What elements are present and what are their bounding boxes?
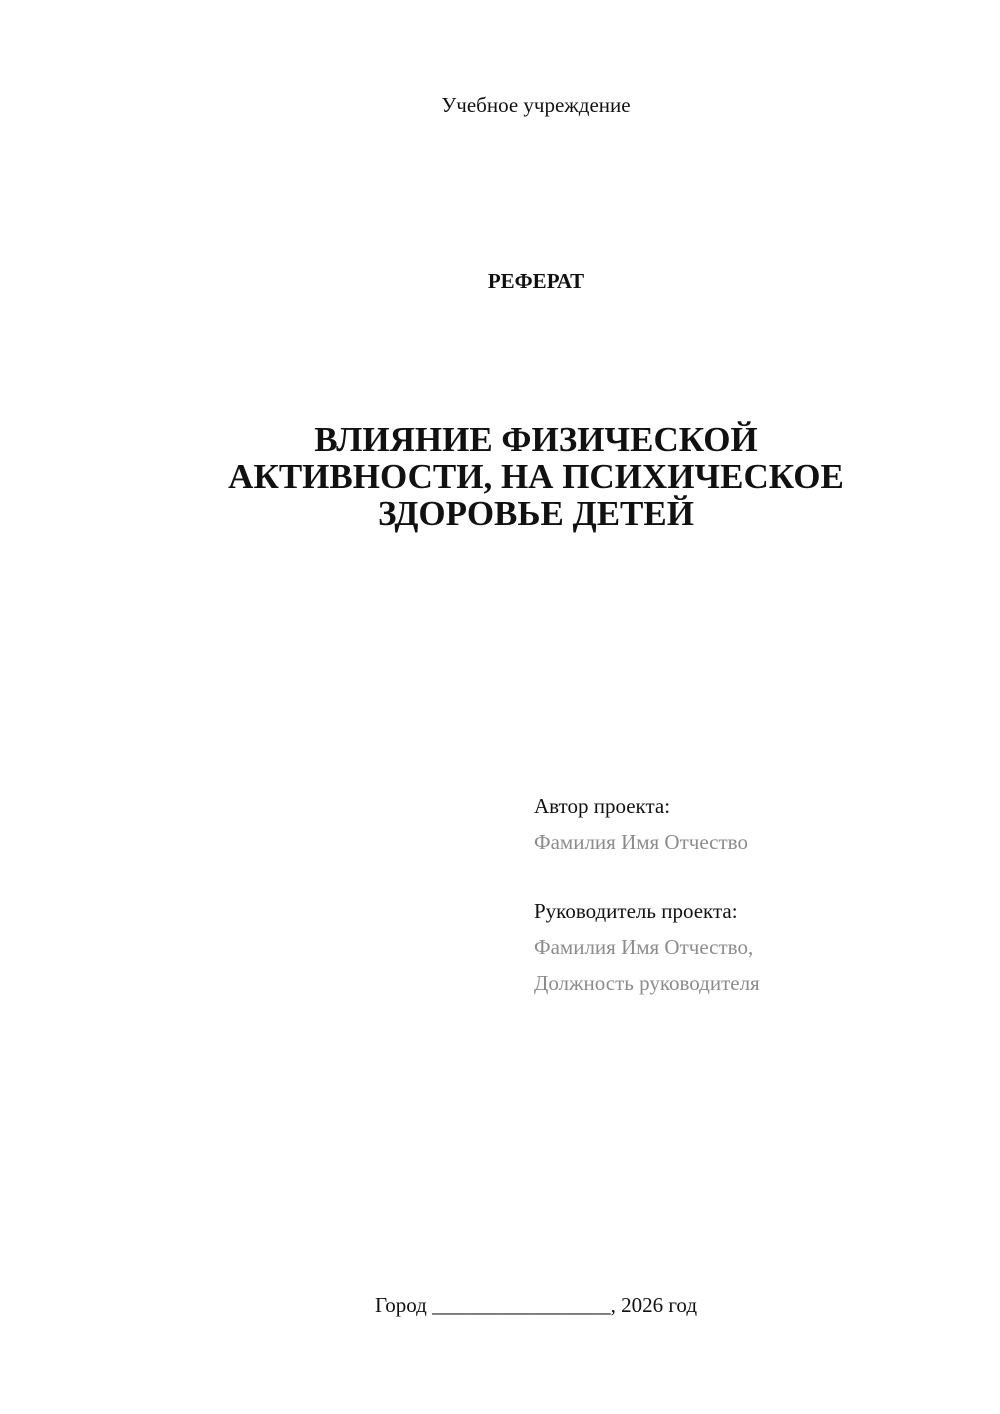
- credits-spacer: [534, 860, 974, 893]
- title-line: ЗДОРОВЬЕ ДЕТЕЙ: [378, 494, 694, 533]
- city-year-line: Город _________________, 2026 год: [374, 1293, 698, 1317]
- title-line: АКТИВНОСТИ, НА ПСИХИЧЕСКОЕ: [228, 457, 844, 496]
- supervisor-name-placeholder: Фамилия Имя Отчество,: [534, 935, 754, 959]
- supervisor-label: Руководитель проекта:: [534, 899, 738, 923]
- title-line: ВЛИЯНИЕ ФИЗИЧЕСКОЙ: [314, 420, 758, 459]
- institution-name: Учебное учреждение: [441, 93, 631, 117]
- supervisor-position-placeholder: Должность руководителя: [534, 971, 760, 995]
- author-name-placeholder: Фамилия Имя Отчество: [534, 830, 748, 854]
- document-title: [150, 421, 922, 532]
- credits-block: [534, 788, 974, 1001]
- document-type: РЕФЕРАТ: [487, 269, 585, 293]
- author-label: Автор проекта:: [534, 794, 671, 818]
